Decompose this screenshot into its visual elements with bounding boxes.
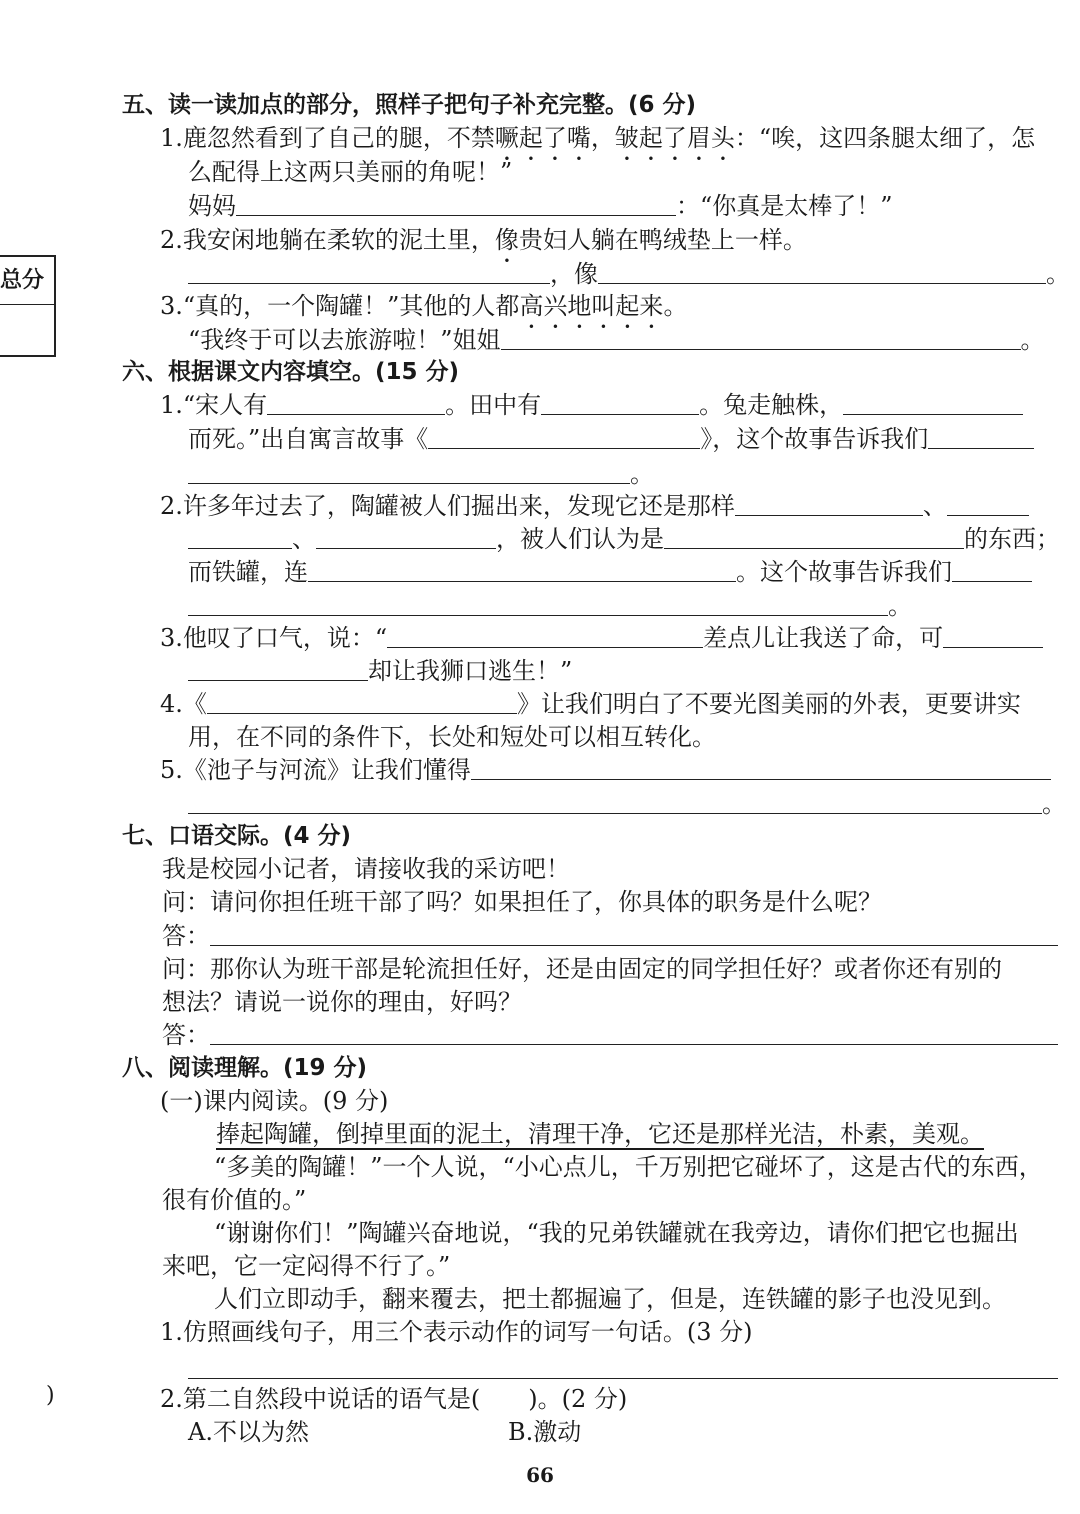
s5-q1-answer-suffix: ：“你真是太棒了！” [676, 192, 893, 220]
s6-q5-line2 [188, 788, 1066, 820]
s6-q3-blank-3[interactable] [188, 656, 368, 681]
s8-paragraph-2-line2: 很有价值的。” [162, 1186, 307, 1214]
s5-q3-answer-prefix: “我终于可以去旅游啦！”姐姐 [188, 326, 501, 354]
s7-intro: 我是校园小记者，请接收我的采访吧！ [162, 855, 570, 883]
s6-q1-text-c: 。兔走触株， [699, 391, 844, 419]
s6-q1-text-d: 而死。”出自寓言故事《 [188, 425, 429, 453]
s5-q1-text-a: 1.鹿忽然看到了自己的腿，不禁 [160, 124, 495, 152]
s5-q1-answer-prefix: 妈妈 [188, 192, 236, 220]
s8-paragraph-3-line2: 来吧，它一定闷得不行了。” [162, 1252, 451, 1280]
s6-q1-blank-2[interactable] [541, 390, 699, 415]
s7-question-2-line1: 问：那你认为班干部是轮流担任好，还是由固定的同学担任好？或者你还有别的 [162, 955, 1002, 983]
section-5-heading: 五、读一读加点的部分，照样子把句子补充完整。(6 分) [122, 92, 697, 118]
s8-paragraph-2-line1: “多美的陶罐！”一个人说，“小心点儿，千万别把它碰坏了，这是古代的东西， [214, 1153, 1043, 1181]
s6-q1-blank-lesson-b[interactable] [188, 459, 630, 484]
s5-q1-text-b: ， [590, 124, 615, 152]
s6-q4-text-b: 》让我们明白了不要光图美丽的外表，更要讲实 [516, 690, 1021, 718]
section-6-heading: 六、根据课文内容填空。(15 分) [122, 359, 460, 385]
s8-option-a[interactable]: A.不以为然 [188, 1418, 309, 1446]
s6-q4-blank[interactable] [207, 689, 517, 714]
s5-q3-answer-end: 。 [1020, 326, 1045, 354]
s7-question-2-line2: 想法？请说一说你的理由，好吗？ [162, 988, 522, 1016]
s6-q2-text-b: ，被人们认为是 [496, 525, 664, 553]
s6-q2-sep2: 、 [292, 525, 316, 553]
s8-question-1: 1.仿照画线句子，用三个表示动作的词写一句话。(3 分) [160, 1318, 753, 1346]
s6-q2-blank-1[interactable] [735, 491, 923, 516]
s6-q1-text-a: 1.“宋人有 [160, 391, 268, 419]
s6-q2-blank-3[interactable] [188, 524, 292, 549]
s5-q1-text-c: ：“唉，这四条腿太细了，怎 [734, 124, 1036, 152]
s6-q3-line1 [160, 622, 1043, 654]
section-7-heading: 七、口语交际。(4 分) [122, 823, 352, 849]
s5-q3-answer-line [188, 324, 1045, 356]
s6-q4-line1 [160, 688, 1021, 720]
s6-q5-line1 [160, 754, 1051, 786]
s5-q2-answer-mid: ，像 [550, 260, 598, 288]
s8-paragraph-3-line1: “谢谢你们！”陶罐兴奋地说，“我的兄弟铁罐就在我旁边，请你们把它也掘出 [214, 1219, 1019, 1247]
s5-q2-answer-blank-1[interactable] [188, 259, 550, 284]
s6-q1-line1 [160, 389, 1023, 421]
s6-q3-blank-2[interactable] [943, 623, 1043, 648]
s5-q3-text-a: 3.“真的，一个陶罐！”其他的人都 [160, 292, 520, 320]
s6-q3-blank-1[interactable] [387, 623, 703, 648]
s6-q2-line4 [188, 590, 912, 622]
s6-q2-end: 。 [888, 592, 912, 620]
s7-question-1: 问：请问你担任班干部了吗？如果担任了，你具体的职务是什么呢？ [162, 888, 882, 916]
page-number: 66 [526, 1463, 554, 1487]
s6-q2-line2 [188, 523, 1060, 555]
s8-subheading: (一)课内阅读。(9 分) [160, 1087, 389, 1115]
s6-q1-text-b: 。田中有 [445, 391, 542, 419]
s6-q1-blank-3[interactable] [843, 390, 1023, 415]
s6-q2-line1 [160, 490, 1029, 522]
s5-q1-dotted-b: 皱起了眉头 [614, 124, 735, 152]
s6-q3-text-b: 差点儿让我送了命，可 [703, 624, 944, 652]
s5-q3-line1 [160, 290, 687, 322]
s6-q5-end: 。 [1042, 790, 1066, 818]
s5-q2-text-b: 贵妇人躺在鸭绒垫上一样。 [518, 226, 807, 254]
s8-question-2: 2.第二自然段中说话的语气是( )。(2 分) [160, 1385, 628, 1413]
s6-q5-blank-2[interactable] [188, 789, 1042, 814]
s5-q3-dotted: 高兴地叫起来 [519, 292, 664, 320]
s6-q1-line3 [188, 458, 654, 490]
s6-q2-text-c: 的东西； [964, 525, 1060, 553]
section-8-heading: 八、阅读理解。(19 分) [122, 1055, 368, 1081]
s7-answer-1-label: 答： [162, 922, 210, 950]
s5-q3-answer-blank[interactable] [501, 325, 1021, 350]
s6-q4-text-a: 4.《 [160, 690, 207, 718]
s5-q1-dotted-a: 噘起了嘴 [494, 124, 591, 152]
margin-parenthesis: ) [46, 1383, 55, 1408]
s7-answer-1-blank[interactable] [210, 921, 1058, 946]
s7-answer-2-blank[interactable] [210, 1020, 1058, 1045]
s6-q2-blank-6[interactable] [308, 557, 736, 582]
s6-q2-blank-4[interactable] [316, 524, 496, 549]
s5-q2-answer-line [188, 258, 1070, 290]
s5-q1-line2: 么配得上这两只美丽的角呢！” [188, 158, 513, 186]
s6-q3-line2 [188, 655, 572, 687]
s5-q1-answer-line [188, 190, 893, 222]
s7-answer-2-line [162, 1019, 1058, 1051]
s5-q2-text-a: 2.我安闲地躺在柔软的泥土里， [160, 226, 495, 254]
s6-q1-blank-lesson-a[interactable] [928, 424, 1034, 449]
s5-q1-answer-blank[interactable] [236, 191, 676, 216]
s5-q2-dotted: 像 [494, 226, 519, 254]
s6-q2-sep: 、 [922, 492, 947, 520]
total-score-box [0, 255, 56, 357]
s6-q2-blank-8[interactable] [188, 591, 888, 616]
s6-q3-text-c: 却让我狮口逃生！” [368, 657, 573, 685]
s5-q2-line1 [160, 224, 807, 256]
s6-q1-text-e: 》，这个故事告诉我们 [700, 425, 929, 453]
s8-paragraph-4: 人们立即动手，翻来覆去，把土都掘遍了，但是，连铁罐的影子也没见到。 [214, 1285, 1006, 1313]
s7-answer-2-label: 答： [162, 1021, 210, 1049]
s5-q2-answer-end: 。 [1046, 260, 1070, 288]
s8-option-b[interactable]: B.激动 [508, 1418, 582, 1446]
s6-q5-blank-1[interactable] [471, 755, 1051, 780]
s6-q2-text-d: 而铁罐，连 [188, 558, 308, 586]
s6-q1-end: 。 [630, 460, 654, 488]
total-score-label: 总分 [0, 257, 56, 305]
s6-q1-line2 [188, 423, 1034, 455]
s5-q1-line1 [160, 122, 1035, 154]
s6-q2-line3 [188, 556, 1032, 588]
s6-q2-text-e: 。这个故事告诉我们 [736, 558, 952, 586]
s8-paragraph-1-underlined: 捧起陶罐，倒掉里面的泥土，清理干净，它还是那样光洁，朴素，美观。 [216, 1120, 984, 1148]
s6-q2-text-a: 2.许多年过去了，陶罐被人们掘出来，发现它还是那样 [160, 492, 735, 520]
s6-q1-blank-story[interactable] [428, 424, 700, 449]
s6-q5-text-a: 5.《池子与河流》让我们懂得 [160, 756, 471, 784]
s6-q3-text-a: 3.他叹了口气，说：“ [160, 624, 388, 652]
s6-q2-blank-7[interactable] [952, 557, 1032, 582]
s6-q4-line2: 用，在不同的条件下，长处和短处可以相互转化。 [188, 723, 716, 751]
s8-q1-answer-line[interactable] [188, 1378, 1058, 1379]
s7-answer-1-line [162, 920, 1058, 952]
s6-q2-blank-2[interactable] [947, 491, 1029, 516]
s6-q1-blank-1[interactable] [267, 390, 445, 415]
s5-q2-answer-blank-2[interactable] [598, 259, 1046, 284]
s6-q2-blank-5[interactable] [664, 524, 964, 549]
s5-q3-text-b: 。 [663, 292, 688, 320]
